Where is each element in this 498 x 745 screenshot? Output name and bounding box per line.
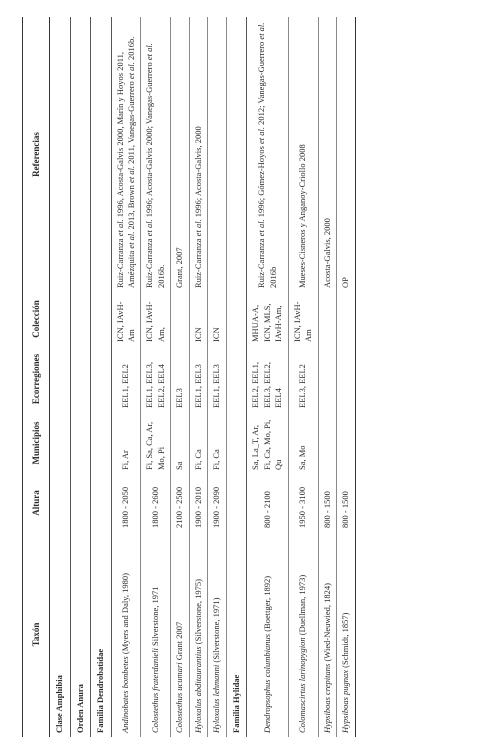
municipalities-cell: Sa — [171, 412, 189, 474]
municipalities-cell: Fi, Ca — [208, 412, 226, 474]
reference-text: 2016b. — [126, 36, 137, 63]
collection-cell: ICN, IAvH-Am — [111, 292, 141, 346]
taxon-author: (Boettger, 1892) — [261, 575, 272, 634]
section-family-hylidae-row — [226, 17, 246, 737]
reference-etal: et al. — [126, 62, 137, 80]
references-cell: Acosta-Galvis, 2000 — [318, 17, 336, 292]
altitude-cell: 1800 - 2050 — [111, 474, 141, 532]
species-table — [22, 17, 356, 737]
reference-etal: et al. — [126, 231, 137, 249]
collection-cell — [318, 292, 336, 346]
section-order-row — [70, 17, 90, 737]
taxon-name: Hypsiboas pugnax — [340, 669, 351, 733]
reference-etal: et al. — [256, 219, 267, 237]
collection-cell: ICN — [189, 292, 207, 346]
reference-etal: et al. — [114, 219, 125, 237]
altitude-cell: 1900 - 2010 — [189, 474, 207, 532]
section-order: Orden Anura — [70, 17, 90, 737]
references-cell: Grant, 2007 — [171, 17, 189, 292]
reference-text: Ruiz-Carranza — [192, 236, 203, 288]
altitude-cell: 2100 - 2500 — [171, 474, 189, 532]
section-family-hylidae: Familia Hylidae — [226, 17, 246, 737]
reference-text: 1996, Acosta-Galvis 2000, Marín y Hoyos 2011, Amézquita — [114, 52, 137, 288]
collection-cell: ICN — [208, 292, 226, 346]
taxon-author: (Silverstone, 1975) — [192, 579, 203, 647]
references-cell — [111, 17, 141, 292]
reference-etal: et al. — [126, 165, 137, 183]
altitude-cell: 1800 - 2600 — [141, 474, 171, 532]
collection-cell: ICN, IAvH-Am — [288, 292, 318, 346]
municipalities-cell — [337, 412, 355, 474]
table-row — [141, 17, 171, 737]
references-cell: Mueses-Cisneros y Anganoy-Criollo 2008 — [288, 17, 318, 292]
municipalities-cell: Fi, Sa, Ca, Ar, Mo, Pi — [141, 412, 171, 474]
ecoregions-cell: EEL1, EEL3 — [208, 346, 226, 412]
taxon-cell — [318, 532, 336, 737]
taxon-cell — [208, 532, 226, 737]
taxon-cell — [288, 532, 318, 737]
reference-text: 2013, Brown — [126, 182, 137, 232]
taxon-author: Silverstone, 1971 — [150, 586, 161, 649]
table-row — [288, 17, 318, 737]
collection-cell — [337, 292, 355, 346]
section-class-row — [50, 17, 70, 737]
taxon-name: Colostethus fraterdanieli — [150, 648, 161, 733]
taxon-author: Grant 2007 — [174, 621, 185, 663]
taxon-name: Colomascirtus larinopygion — [297, 637, 308, 733]
taxon-author: (Schmidt, 1857) — [340, 612, 351, 670]
references-cell — [247, 17, 288, 292]
reference-etal: et al. — [256, 127, 267, 144]
header-altitude: Altura — [23, 474, 50, 532]
taxon-cell — [337, 532, 355, 737]
table-row — [208, 17, 226, 737]
taxon-author: (Wied-Neuwied, 1824) — [321, 583, 332, 664]
ecoregions-cell: EEL1, EEL3, EEL2, EEL4 — [141, 346, 171, 412]
taxon-name: Colostethus ucumari — [174, 662, 185, 733]
header-municipalities: Municipios — [23, 412, 50, 474]
table-row — [247, 17, 288, 737]
references-cell — [141, 17, 171, 292]
municipalities-cell: Sa, La_T, Ar, Fi, Ca, Mo, Pi, Qu — [247, 412, 288, 474]
municipalities-cell — [318, 412, 336, 474]
header-collection: Colección — [23, 292, 50, 346]
ecoregions-cell — [337, 346, 355, 412]
table-row — [318, 17, 336, 737]
ecoregions-cell: EEL3, EEL2 — [288, 346, 318, 412]
municipalities-cell: Fi, Ca — [189, 412, 207, 474]
taxon-cell — [141, 532, 171, 737]
reference-text: 1996; Acosta-Galvis, 2000 — [192, 126, 203, 220]
reference-text: 2016b. — [155, 264, 166, 288]
reference-etal: et al. — [192, 219, 203, 237]
table-row — [111, 17, 141, 737]
reference-etal: et al. — [256, 22, 267, 40]
taxon-cell — [189, 532, 207, 737]
taxon-cell — [247, 532, 288, 737]
collection-cell: MHUA-A, ICN, MLS, IAvH-Am, — [247, 292, 288, 346]
altitude-cell: 1900 - 2090 — [208, 474, 226, 532]
taxon-name: Dendropsophus columbianus — [261, 633, 272, 733]
reference-text: 2012; Vanegas-Guerrero — [256, 39, 267, 127]
ecoregions-cell: EEL1, EEL2 — [111, 346, 141, 412]
taxon-author: (Myers and Daly, 1980) — [120, 573, 131, 657]
table-row — [171, 17, 189, 737]
section-family-dendrobatidae: Familia Dendrobatidae — [91, 17, 111, 737]
taxon-name: Hyloxalus lehmanni — [211, 664, 222, 733]
reference-etal: et al. — [144, 219, 155, 237]
reference-text: 1996; Acosta-Galvis 2000; Vanegas-Guerrero — [144, 60, 155, 220]
reference-text: Ruiz-Carranza — [256, 236, 267, 288]
reference-text: Ruiz-Carranza — [114, 236, 125, 288]
references-cell — [208, 17, 226, 292]
table-row — [189, 17, 207, 737]
taxon-name: Andinobates bombetes — [120, 656, 131, 733]
altitude-cell: 1950 - 3100 — [288, 474, 318, 532]
altitude-cell: 800 - 2100 — [247, 474, 288, 532]
reference-text: 2016b — [267, 266, 278, 288]
collection-cell — [171, 292, 189, 346]
header-row — [23, 17, 50, 737]
section-family-dendrobatidae-row — [91, 17, 111, 737]
header-taxon: Taxón — [23, 532, 50, 737]
taxon-author: (Silverstone, 1971) — [211, 597, 222, 665]
table-row — [337, 17, 355, 737]
references-cell — [189, 17, 207, 292]
altitude-cell: 800 - 1500 — [318, 474, 336, 532]
municipalities-cell: Sa, Mo — [288, 412, 318, 474]
reference-etal: et al. — [144, 43, 155, 61]
reference-text: 2011, Vanegas-Guerrero — [126, 79, 137, 166]
ecoregions-cell: EEL2, EEL1, EEL3, EEL2, EEL4 — [247, 346, 288, 412]
ecoregions-cell: EEL3 — [171, 346, 189, 412]
references-cell: OP — [337, 17, 355, 292]
header-ecoregions: Ecorregiones — [23, 346, 50, 412]
taxon-cell — [111, 532, 141, 737]
taxon-name: Hypsiboas crepitans — [321, 663, 332, 733]
ecoregions-cell: EEL1, EEL3 — [189, 346, 207, 412]
section-class: Clase Amphibia — [50, 17, 70, 737]
taxon-cell — [171, 532, 189, 737]
taxon-author: (Duellman, 1973) — [297, 574, 308, 638]
altitude-cell: 800 - 1500 — [337, 474, 355, 532]
header-references: Referencias — [23, 17, 50, 292]
ecoregions-cell — [318, 346, 336, 412]
taxon-name: Hyloxalus abditaurantius — [192, 646, 203, 733]
collection-cell: ICN, IAvH-Am, — [141, 292, 171, 346]
municipalities-cell: Fi, Ar — [111, 412, 141, 474]
reference-text: 1996; Gómez-Hoyos — [256, 144, 267, 220]
reference-text: Ruiz-Carranza — [144, 236, 155, 288]
